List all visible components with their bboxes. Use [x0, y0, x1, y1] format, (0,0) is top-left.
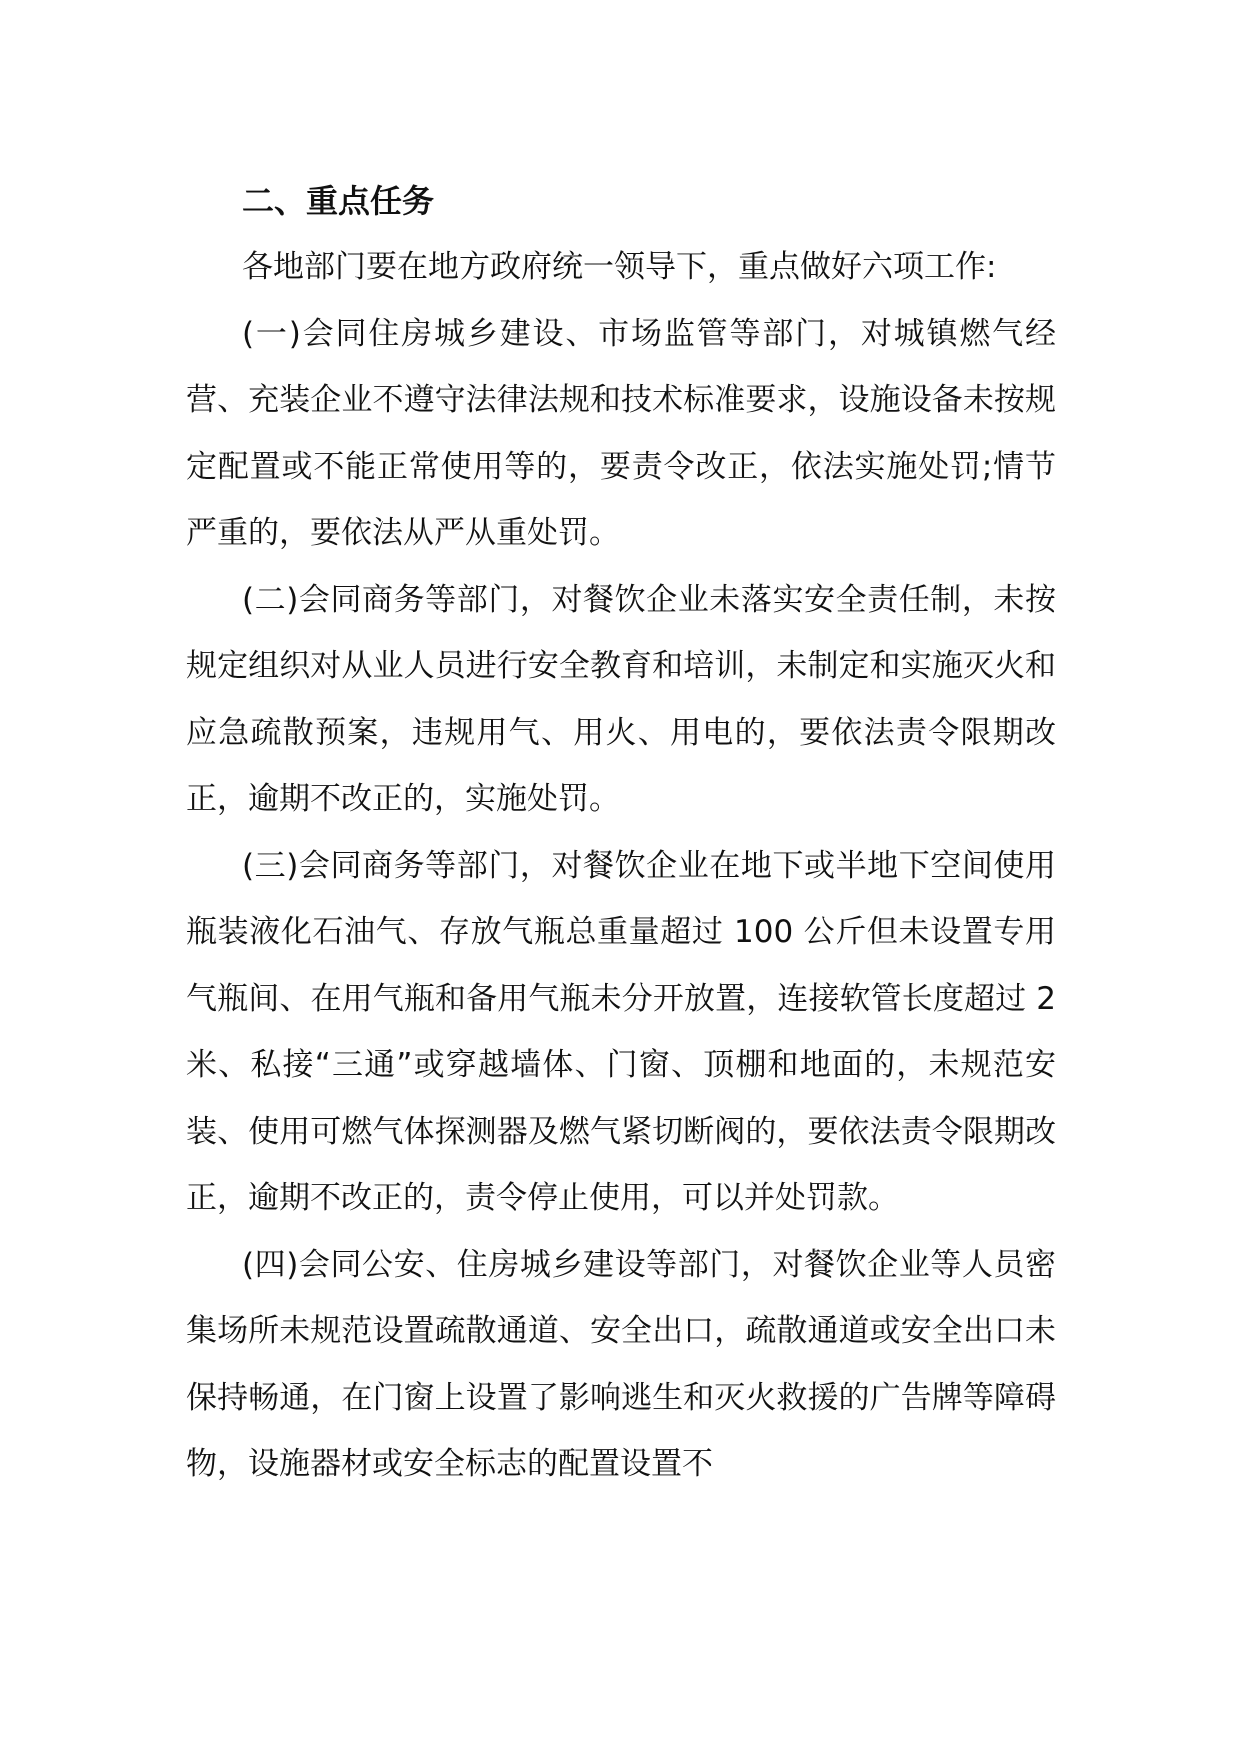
section-heading: 二、重点任务 — [242, 182, 435, 220]
document-body — [186, 168, 1056, 1498]
task-item-1: (一)会同住房城乡建设、市场监管等部门，对城镇燃气经营、充装企业不遵守法律法规和技术标准要求，设施设备未按规定配置或不能正常使用等的，要责令改正，依法实施处罚;情节严重的，要依法从严从重处罚。 — [186, 315, 1056, 551]
task-item-3: (三)会同商务等部门，对餐饮企业在地下或半地下空间使用瓶装液化石油气、存放气瓶总重量超过 100 公斤但未设置专用气瓶间、在用气瓶和备用气瓶未分开放置，连接软管长度超过 2 米、私接“三通”或穿越墙体、门窗、顶棚和地面的，未规范安装、使用可燃气体探测器及燃气紧切断阀的，要依法责令限期改正，逾期不改正的，责令停止使用，可以并处罚款。 — [186, 847, 1056, 1216]
intro-paragraph: 各地部门要在地方政府统一领导下，重点做好六项工作: — [242, 249, 997, 285]
task-item-2: (二)会同商务等部门，对餐饮企业未落实安全责任制，未按规定组织对从业人员进行安全教育和培训，未制定和实施灭火和应急疏散预案，违规用气、用火、用电的，要依法责令限期改正，逾期不改正的，实施处罚。 — [186, 581, 1056, 817]
task-item-4: (四)会同公安、住房城乡建设等部门，对餐饮企业等人员密集场所未规范设置疏散通道、安全出口，疏散通道或安全出口未保持畅通，在门窗上设置了影响逃生和灭火救援的广告牌等障碍物，设施器材或安全标志的配置设置不 — [186, 1246, 1056, 1482]
